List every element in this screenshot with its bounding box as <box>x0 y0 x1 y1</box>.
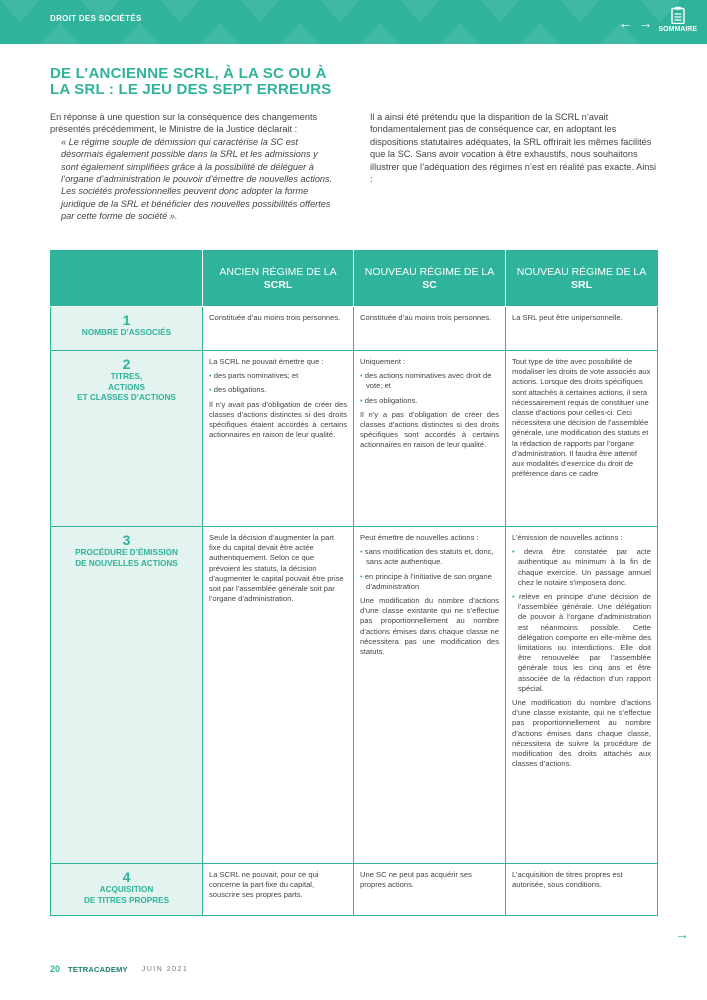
cell-scrl: Constituée d’au moins trois personnes. <box>203 307 354 351</box>
header-srl-pre: NOUVEAU RÉGIME DE LA <box>516 265 647 278</box>
row-label: NOMBRE D’ASSOCIÉS <box>81 328 172 337</box>
header-sc-pre: NOUVEAU RÉGIME DE LA <box>364 265 495 278</box>
table-row <box>51 307 658 351</box>
arrow-right-icon[interactable]: → <box>638 15 653 31</box>
cell-paragraph: Une modification du nombre d’actions d’une classe existante qui ne s’effectue pas proportionnellement au nombre d’actions émises dans chaque classe ne nécessitera pas une modification des statuts. <box>360 596 499 657</box>
row-number: 3 <box>122 532 131 548</box>
row-header-4 <box>51 864 203 916</box>
cell-sc: Constituée d’au moins trois personnes. <box>354 307 506 351</box>
table-row <box>51 351 658 527</box>
logo: TETRACADEMY <box>68 964 128 974</box>
context-paragraph: Il a ainsi été prétendu que la disparition de la SCRL n’avait fondamentalement pas de conséquence car, en adoptant les dispositions statutaires adéquates, la SRL offrirait les mêmes facilités que la SC. Sans avoir vocation à être exhaustifs, nous souhaitons illustrer que l’adéquation des régimes n’est en réalité pas exacte. Ainsi : <box>370 112 656 185</box>
row-label-line: DE TITRES PROPRES <box>83 895 170 905</box>
cell-intro: L’émission de nouvelles actions : <box>512 533 623 542</box>
row-number: 4 <box>122 869 131 885</box>
context-column <box>370 111 656 185</box>
table-row <box>51 527 658 864</box>
sommaire-button[interactable] <box>659 6 698 33</box>
cell-paragraph: Il n’y a pas d’obligation de créer des classes d’actions distinctes si des droits spécifiques sont accordés à certains actionnaires en raison de leur qualité. <box>360 409 499 450</box>
title-line-1: DE L’ANCIENNE SCRL, À LA SC OU À <box>50 65 327 82</box>
cell-bullet: • des obligations. <box>360 396 499 406</box>
header-empty <box>51 251 203 307</box>
cell-bullet: • sans modification des statuts et, donc, sans acte authentique. <box>360 547 499 567</box>
intro-paragraph: En réponse à une question sur la conséquence des changements présentés précédemment, le Ministre de la Justice déclarait : <box>50 112 318 135</box>
cell-srl: La SRL peut être unipersonnelle. <box>506 307 658 351</box>
cell-scrl <box>203 351 354 527</box>
cell-bullet: • devra être constatée par acte authentique au minimum à la fin de chaque exercice. Un passage annuel chez le notaire s’imposera donc. <box>512 547 651 588</box>
cell-sc: Une SC ne peut pas acquérir ses propres actions. <box>354 864 506 916</box>
issue-date: JUIN 2021 <box>141 965 189 973</box>
header-srl-name: SRL <box>571 278 592 291</box>
page-header <box>0 0 707 44</box>
header-sc <box>354 251 506 307</box>
cell-sc <box>354 527 506 864</box>
section-title: DROIT DES SOCIÉTÉS <box>50 14 142 23</box>
row-label-line: ET CLASSES D’ACTIONS <box>77 393 176 402</box>
cell-bullet: • des obligations. <box>209 385 347 395</box>
arrow-right-icon[interactable]: → <box>675 926 689 942</box>
row-header-3 <box>51 527 203 864</box>
cell-scrl: La SCRL ne pouvait, pour ce qui concerne la part fixe du capital, souscrire ses propres parts. <box>203 864 354 916</box>
cell-scrl: Seule la décision d’augmenter la part fixe du capital devait être actée authentiquement. Selon ce que prévoient les statuts, la décision d’augmenter le capital pouvait être prise soit par l’assemblée générale soit par l’organe d’administration. <box>203 527 354 864</box>
article-title <box>50 66 350 98</box>
cell-srl <box>506 527 658 864</box>
header-scrl <box>203 251 354 307</box>
clipboard-icon <box>671 6 685 24</box>
page-nav <box>619 6 698 33</box>
page-footer <box>50 964 188 974</box>
cell-intro: Peut émettre de nouvelles actions : <box>360 533 479 542</box>
header-scrl-pre: ANCIEN RÉGIME DE LA <box>219 265 337 278</box>
header-scrl-name: SCRL <box>263 278 293 291</box>
page-number: 20 <box>50 964 61 974</box>
cell-paragraph: Une modification du nombre d’actions d’une classe existante, qui ne s’effectue pas proportionnellement au nombre d’actions émises dans chaque classe, nécessitera de suivre la procédure de modification des droits attachés aux classes d’actions. <box>512 698 651 769</box>
row-header-2 <box>51 351 203 527</box>
row-label-line: TITRES, <box>110 372 143 381</box>
cell-bullet: • en principe à l’initiative de son organe d’administration <box>360 572 499 592</box>
cell-intro: La SCRL ne pouvait émettre que : <box>209 357 324 366</box>
title-line-2: LA SRL : LE JEU DES SEPT ERREURS <box>50 81 332 98</box>
cell-paragraph: Il n’y avait pas d’obligation de créer des classes d’actions distinctes si des droits spécifiques étaient accordés à certains actionnaires en raison de leur qualité. <box>209 399 347 440</box>
row-label-line: PROCÉDURE D’ÉMISSION <box>75 548 178 557</box>
table-row <box>51 864 658 916</box>
cell-bullet: • relève en principe d’une décision de l’assemblée générale. Une délégation de pouvoir à l’organe d’administration est néanmoins possible. Cette délégation comporte en elle-même des limitations ou interdictions. Elle doit être renouvelée par l’assemblée générale tous les cinq ans et être associée de la rédaction d’un rapport spécial. <box>512 592 651 694</box>
cell-bullet: • des actions nominatives avec droit de vote; et <box>360 371 499 391</box>
row-number: 2 <box>122 356 131 372</box>
minister-quote: « Le régime souple de démission qui caractérise la SC est désormais également possible dans la SRL et les admissions y sont également simplifiées grâce à la possibilité de déléguer à l’organe d’administration le pouvoir d’émettre de nouvelles actions. Les sociétés professionnelles peuvent donc adopter la forme juridique de la SRL et bénéficier des nouvelles possibilités offertes par cette forme de société ». <box>61 136 333 222</box>
cell-srl: L’acquisition de titres propres est autorisée, sous conditions. <box>506 864 658 916</box>
row-label-line: ACTIONS <box>108 382 145 392</box>
cell-bullet: • des parts nominatives; et <box>209 371 347 381</box>
header-srl <box>506 251 658 307</box>
row-header-1 <box>51 307 203 351</box>
row-number: 1 <box>122 312 131 328</box>
sommaire-label: SOMMAIRE <box>658 26 697 33</box>
intro-column <box>50 111 336 223</box>
cell-sc <box>354 351 506 527</box>
row-label-line: DE NOUVELLES ACTIONS <box>75 558 178 568</box>
cell-intro: Uniquement : <box>360 357 406 366</box>
row-label-line: ACQUISITION <box>99 885 154 894</box>
cell-srl: Tout type de titre avec possibilité de modaliser les droits de vote associés aux actions. Lorsque des droits spécifiques sont attachés à certaines actions, il sera nécessairement requis de constituer une classe d’actions pour celles-ci. Ceci nécessitera une décision de l’assemblée générale, une modification des statuts et la rédaction de rapports par l’organe d’administration. Il faudra être attentif aux modalités d’exercice du droit de préférence dans ce cadre <box>506 351 658 527</box>
header-sc-name: SC <box>422 278 437 291</box>
comparison-table <box>50 250 658 916</box>
table-header-row <box>51 251 658 307</box>
arrow-left-icon[interactable]: ← <box>618 15 633 31</box>
